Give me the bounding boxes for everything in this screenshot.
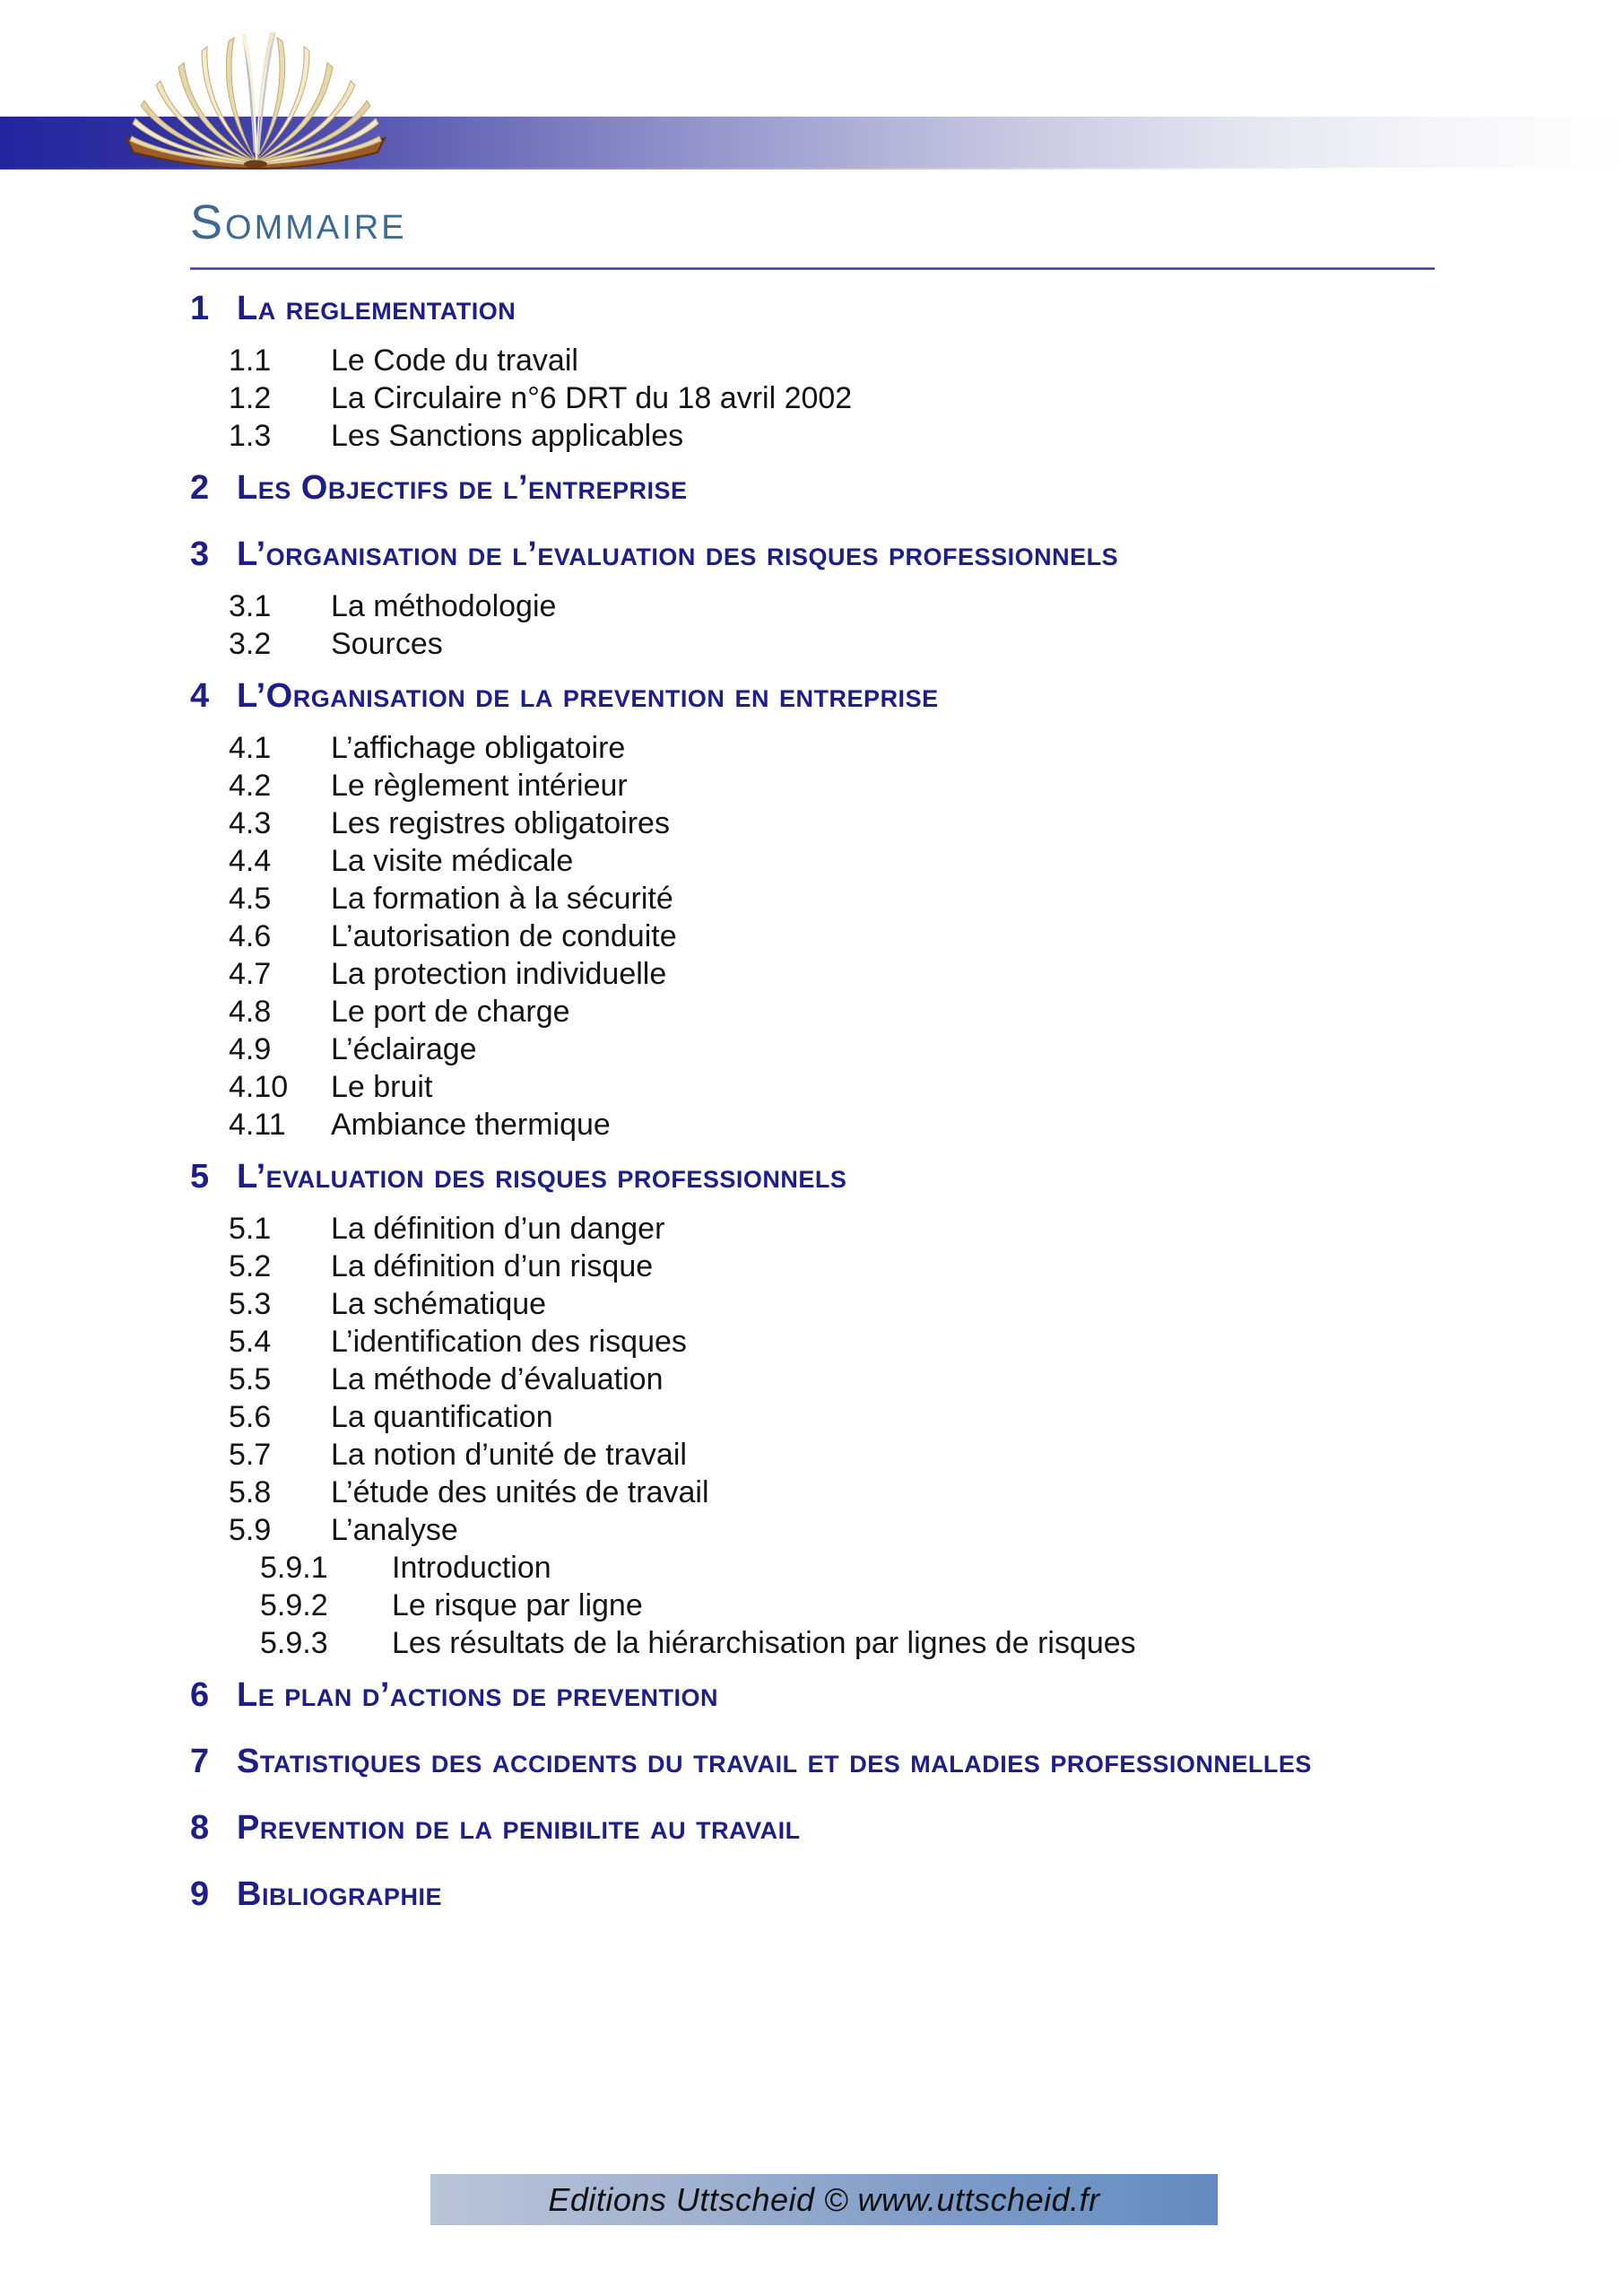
item-label: La définition d’un danger [331,1212,665,1246]
section-heading [190,1861,1438,1927]
item-label: Introduction [392,1551,551,1585]
item-label: Sources [331,627,443,661]
item-number: 4.7 [229,957,272,991]
toc-item [190,767,1438,804]
toc-subitem [190,1549,1438,1587]
section-heading [190,663,1438,729]
item-number: 5.9.1 [260,1551,328,1585]
item-number: 5.6 [229,1400,272,1434]
section-number: 6 [190,1676,210,1714]
section-number: 4 [190,677,210,715]
toc-section [190,455,1438,521]
footer-bar [430,2174,1218,2225]
item-label: L’autorisation de conduite [331,919,677,953]
content-column [190,197,1438,1927]
item-label: La définition d’un risque [331,1249,654,1283]
section-number: 8 [190,1809,210,1847]
toc-section [190,1662,1438,1728]
toc-item [190,1068,1438,1106]
toc-item [190,842,1438,880]
item-label: L’éclairage [331,1032,477,1066]
item-number: 4.4 [229,844,272,878]
section-title: Statistiques des accidents du travail et des maladies professionnelles [237,1743,1312,1780]
section-heading [190,1662,1438,1728]
item-number: 4.11 [229,1108,286,1142]
item-label: La schématique [331,1287,547,1321]
toc-section [190,1795,1438,1861]
item-number: 5.9.3 [260,1626,328,1660]
section-title: L’organisation de l’evaluation des risques professionnels [237,535,1119,573]
item-label: Le risque par ligne [392,1588,643,1622]
toc-item [190,1511,1438,1549]
item-number: 5.7 [229,1438,272,1472]
toc-item [190,379,1438,417]
toc-subitem [190,1587,1438,1624]
section-number: 1 [190,290,210,327]
item-label: L’identification des risques [331,1325,687,1359]
item-label: Les résultats de la hiérarchisation par lignes de risques [392,1626,1136,1660]
toc-item [190,1361,1438,1398]
toc-item [190,1248,1438,1285]
item-number: 1.2 [229,381,272,415]
item-label: Le bruit [331,1070,433,1104]
item-number: 4.9 [229,1032,272,1066]
item-number: 3.1 [229,589,272,623]
item-label: Les registres obligatoires [331,806,670,840]
toc-item [190,955,1438,993]
toc-item [190,993,1438,1031]
item-number: 4.10 [229,1070,289,1104]
item-number: 5.8 [229,1475,272,1509]
toc-item [190,625,1438,663]
toc-section [190,663,1438,1144]
item-number: 5.3 [229,1287,272,1321]
item-label: L’étude des unités de travail [331,1475,709,1509]
item-number: 5.2 [229,1249,272,1283]
item-number: 5.9 [229,1513,272,1547]
item-number: 1.3 [229,419,272,453]
toc-section [190,521,1438,663]
toc-section [190,1861,1438,1927]
section-title: Le plan d’actions de prevention [237,1676,719,1714]
section-heading [190,1728,1438,1795]
footer-text: Editions Uttscheid © www.uttscheid.fr [548,2180,1100,2218]
section-title: La reglementation [237,290,516,327]
item-label: Les Sanctions applicables [331,419,684,453]
item-number: 4.8 [229,995,272,1029]
item-label: La quantification [331,1400,553,1434]
item-number: 5.4 [229,1325,272,1359]
item-label: La notion d’unité de travail [331,1438,687,1472]
toc-item [190,1474,1438,1511]
section-number: 2 [190,469,210,507]
toc-item [190,1323,1438,1361]
title-rule [190,267,1435,270]
section-heading [190,455,1438,521]
section-title: Bibliographie [237,1875,442,1913]
section-title: Les Objectifs de l’entreprise [237,469,688,507]
toc-item [190,587,1438,625]
page-title: Sommaire [190,196,407,249]
section-number: 3 [190,535,210,573]
item-label: Le règlement intérieur [331,769,628,803]
item-label: Le port de charge [331,995,570,1029]
item-label: La visite médicale [331,844,574,878]
item-label: Le Code du travail [331,344,578,378]
item-number: 4.5 [229,882,272,916]
section-number: 5 [190,1158,210,1196]
item-label: La formation à la sécurité [331,882,673,916]
toc-section [190,1144,1438,1662]
toc-section [190,1728,1438,1795]
section-heading [190,521,1438,587]
toc-item [190,918,1438,955]
toc-item [190,1106,1438,1144]
toc-subitem [190,1624,1438,1662]
item-number: 3.2 [229,627,272,661]
section-heading [190,275,1438,342]
section-heading [190,1144,1438,1210]
item-number: 5.1 [229,1212,272,1246]
toc-item [190,1031,1438,1068]
section-title: L’evaluation des risques professionnels [237,1158,847,1196]
item-number: 4.6 [229,919,272,953]
item-number: 4.2 [229,769,272,803]
toc-item [190,1398,1438,1436]
toc-item [190,1210,1438,1248]
item-label: Ambiance thermique [331,1108,611,1142]
section-heading [190,1795,1438,1861]
section-title: Prevention de la penibilite au travail [237,1809,801,1847]
section-title: L’Organisation de la prevention en entreprise [237,677,939,715]
item-number: 1.1 [229,344,272,378]
item-label: La méthode d’évaluation [331,1362,664,1396]
section-number: 9 [190,1875,210,1913]
toc-item [190,804,1438,842]
toc-section [190,275,1438,455]
item-number: 4.3 [229,806,272,840]
item-number: 5.9.2 [260,1588,328,1622]
item-label: La protection individuelle [331,957,667,991]
toc-item [190,1436,1438,1474]
toc-item [190,880,1438,918]
item-number: 4.1 [229,731,272,765]
item-label: L’affichage obligatoire [331,731,626,765]
item-label: La Circulaire n°6 DRT du 18 avril 2002 [331,381,853,415]
toc-item [190,729,1438,767]
item-number: 5.5 [229,1362,272,1396]
item-label: La méthodologie [331,589,557,623]
open-book-icon [121,27,390,170]
toc [190,275,1438,1927]
toc-item [190,342,1438,379]
toc-item [190,1285,1438,1323]
toc-item [190,417,1438,455]
item-label: L’analyse [331,1513,458,1547]
section-number: 7 [190,1743,210,1780]
